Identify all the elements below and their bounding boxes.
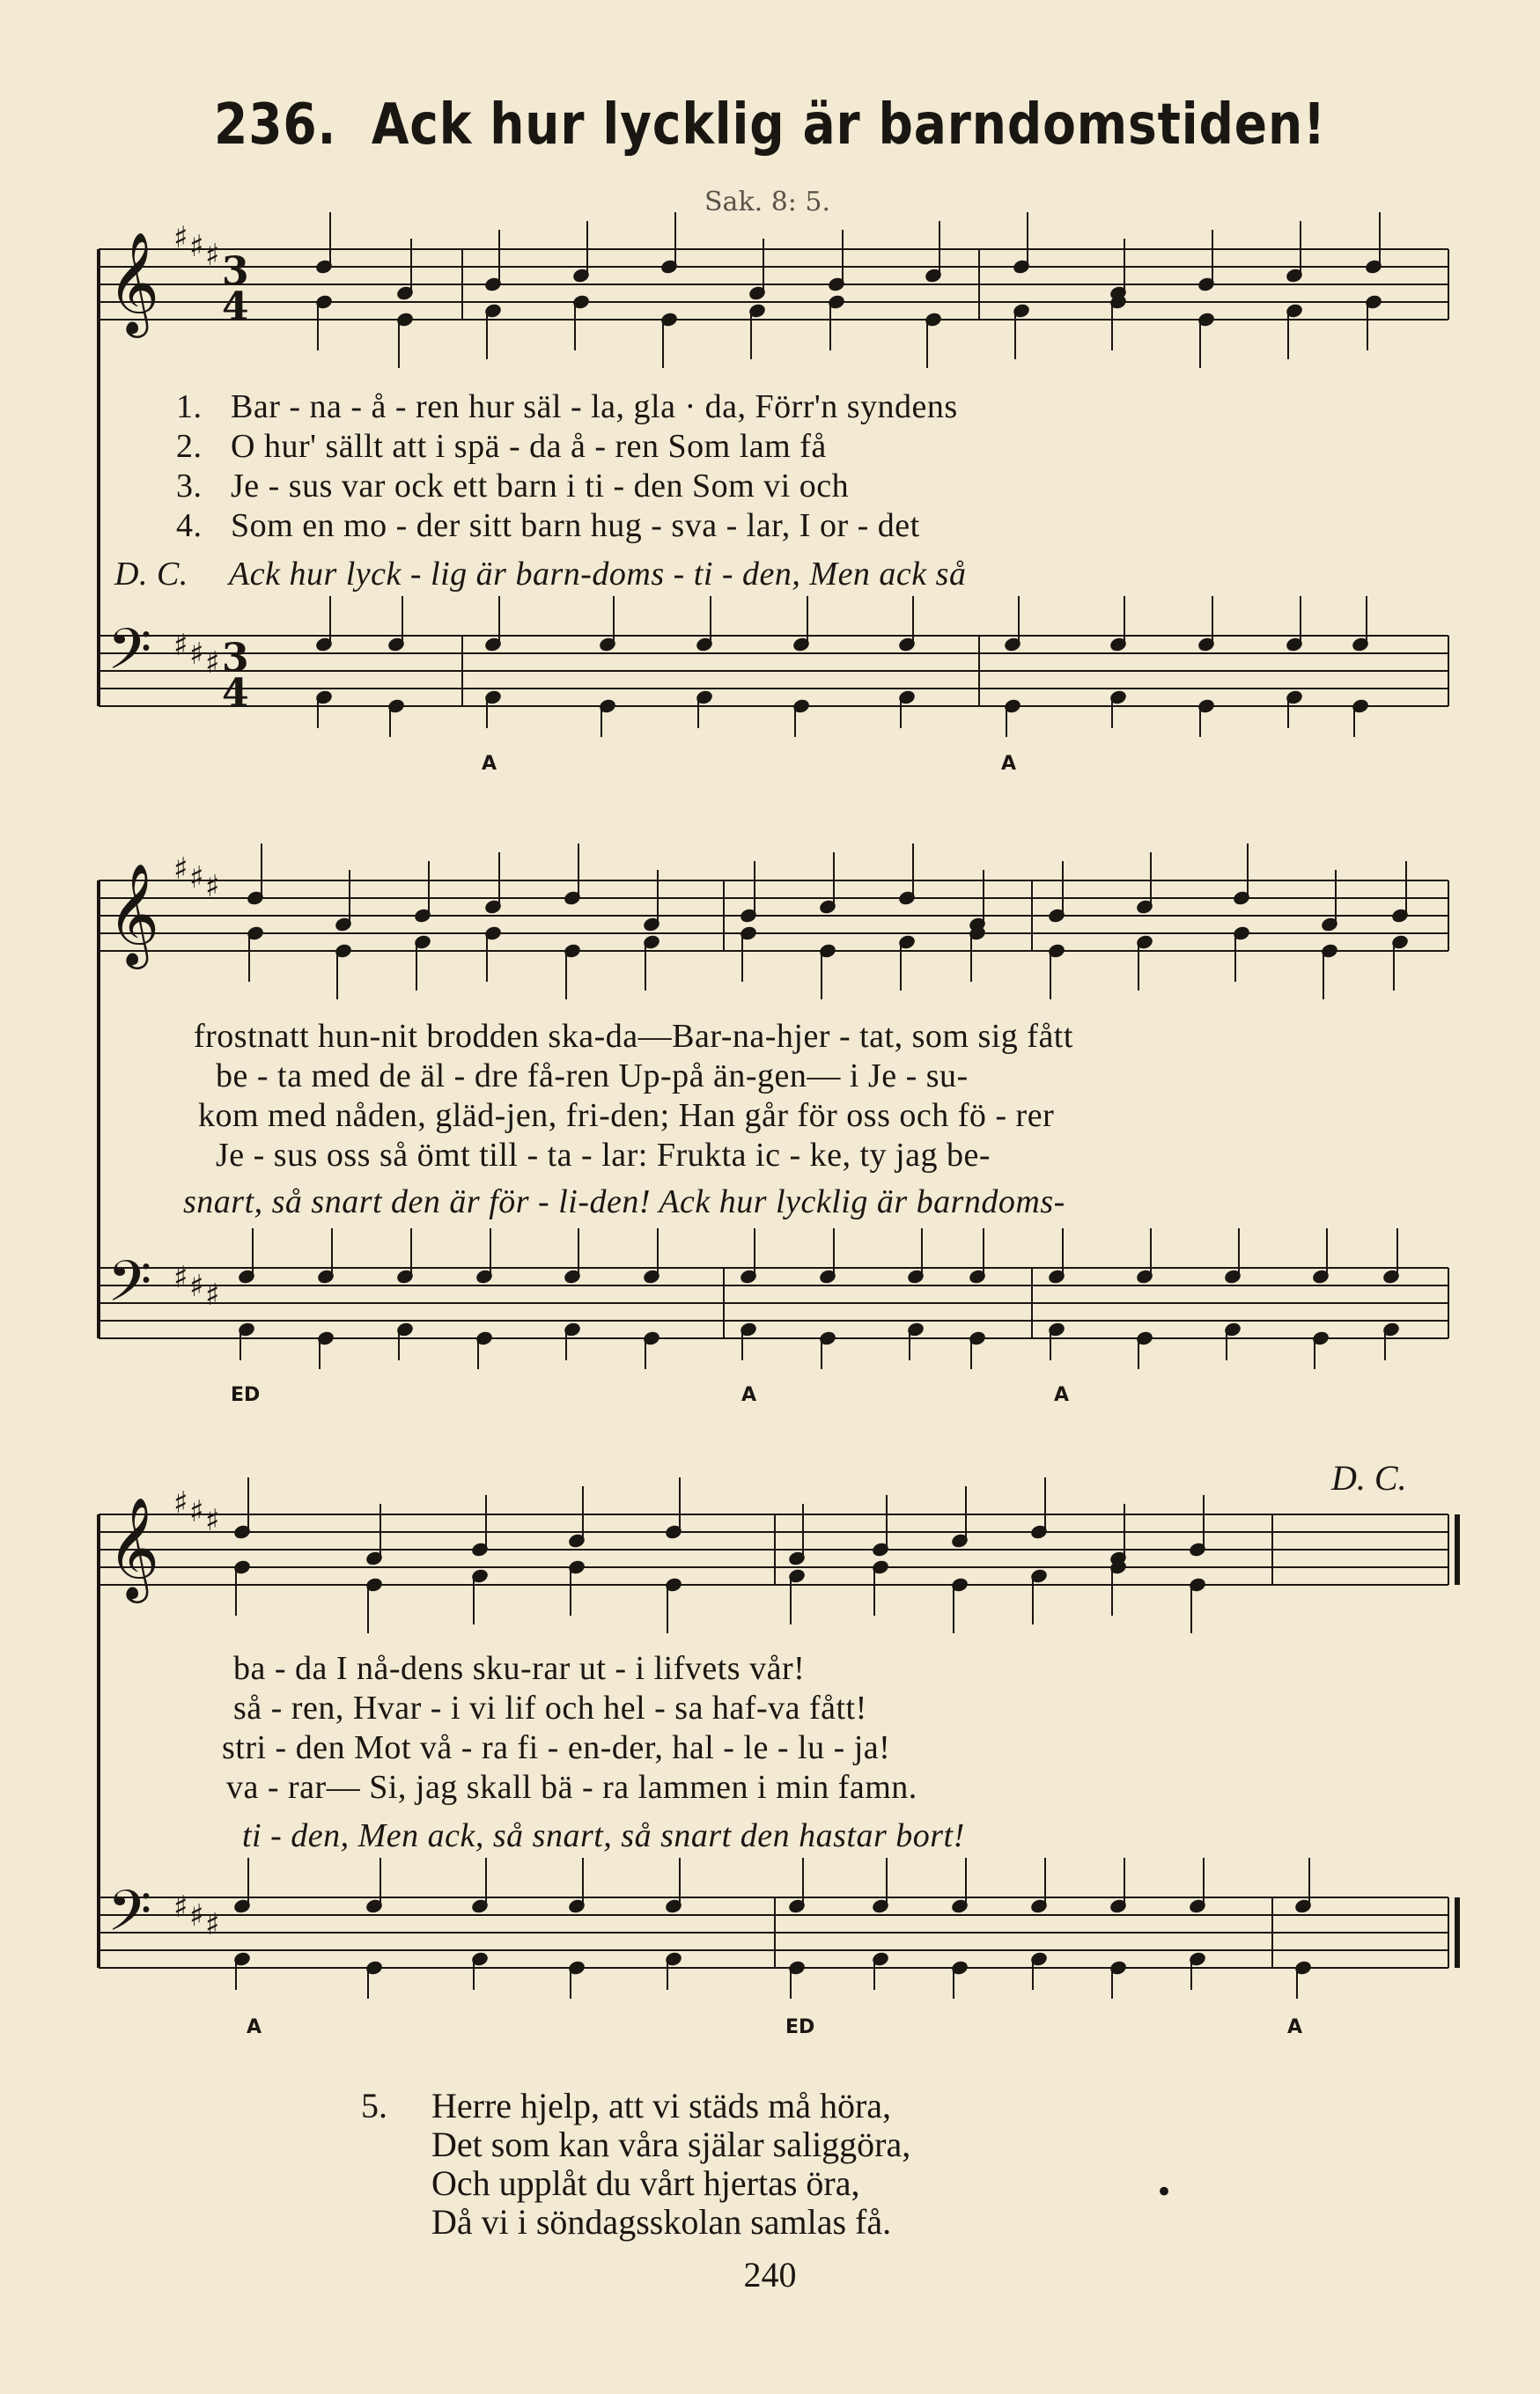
hymn-title: Ack hur lycklig är barndomstiden! xyxy=(371,92,1326,158)
ornament-dot: • xyxy=(1155,2175,1174,2210)
chord-marker: A xyxy=(1054,1384,1070,1406)
verse-text: ba - da I nå-dens sku-rar ut - i lifvets vår! xyxy=(233,1650,806,1687)
verse-5-line: Då vi i söndagsskolan samlas få. xyxy=(431,2202,892,2242)
refrain-text: snart, så snart den är för - li-den! Ack hur lycklig är barndoms- xyxy=(183,1183,1065,1220)
verse-number: 1. xyxy=(176,388,203,425)
verse-5 xyxy=(361,2087,910,2242)
lyric-line xyxy=(226,1768,917,1807)
verse-text: Som en mo - der sitt barn hug - sva - lar, I or - det xyxy=(231,507,920,544)
verse-5-line: Och upplåt du vårt hjertas öra, xyxy=(431,2163,860,2203)
bass-clef-icon: 𝄢 xyxy=(107,617,152,696)
verse-text: be - ta med de äl - dre få-ren Up-på än-gen— i Je - su- xyxy=(216,1057,969,1094)
sharp-icon: ♯ xyxy=(173,220,188,255)
chord-marker: ED xyxy=(231,1384,261,1406)
chord-marker: A xyxy=(1287,2016,1303,2038)
sharp-icon: ♯ xyxy=(205,1907,220,1942)
refrain-line xyxy=(242,1816,965,1855)
verse-5-line: Det som kan våra själar saliggöra, xyxy=(431,2125,911,2164)
sharp-icon: ♯ xyxy=(173,1889,188,1925)
verse-text: så - ren, Hvar - i vi lif och hel - sa haf-va fått! xyxy=(233,1690,867,1727)
treble-clef-icon: 𝄞 xyxy=(107,231,160,334)
verse-number: 4. xyxy=(176,507,203,544)
sharp-icon: ♯ xyxy=(189,229,204,264)
chord-marker: A xyxy=(482,753,497,775)
time-signature: 4 xyxy=(222,671,249,716)
sharp-icon: ♯ xyxy=(205,238,220,273)
lyric-line xyxy=(216,1057,969,1095)
sharp-icon: ♯ xyxy=(189,1269,204,1304)
chord-marker: A xyxy=(1001,753,1017,775)
lyric-line xyxy=(233,1649,805,1688)
sharp-icon: ♯ xyxy=(205,1503,220,1538)
verse-5-line: Herre hjelp, att vi städs må höra, xyxy=(431,2086,892,2125)
verse-text: Je - sus oss så ömt till - ta - lar: Frukta ic - ke, ty jag be- xyxy=(216,1137,991,1174)
treble-clef-icon: 𝄞 xyxy=(107,1496,160,1599)
sharp-icon: ♯ xyxy=(173,851,188,887)
dc-label: D. C. xyxy=(114,556,188,593)
sharp-icon: ♯ xyxy=(205,1278,220,1313)
sharp-icon: ♯ xyxy=(205,869,220,904)
page-number: 240 xyxy=(743,2255,797,2295)
verse-text: va - rar— Si, jag skall bä - ra lammen i min famn. xyxy=(226,1769,917,1806)
lyric-line xyxy=(176,427,827,466)
lyric-line xyxy=(194,1017,1073,1056)
verse-number: 5. xyxy=(361,2086,387,2125)
chord-marker: ED xyxy=(785,2016,815,2038)
time-signature: 4 xyxy=(222,284,249,329)
verse-text: Je - sus var ock ett barn i ti - den Som vi och xyxy=(231,468,850,505)
time-signature: 3 xyxy=(222,249,249,294)
verse-text: Bar - na - å - ren hur säl - la, gla · da, Förr'n syndens xyxy=(231,388,958,425)
sharp-icon: ♯ xyxy=(205,645,220,681)
scripture-reference: Sak. 8: 5. xyxy=(704,187,831,217)
sharp-icon: ♯ xyxy=(173,628,188,663)
sharp-icon: ♯ xyxy=(189,637,204,672)
verse-number: 2. xyxy=(176,428,203,465)
treble-clef-icon: 𝄞 xyxy=(107,862,160,965)
lyric-line xyxy=(222,1728,890,1767)
time-signature: 3 xyxy=(222,636,249,681)
chord-marker: A xyxy=(741,1384,757,1406)
lyric-line xyxy=(233,1689,867,1727)
chord-marker: A xyxy=(247,2016,262,2038)
sharp-icon: ♯ xyxy=(189,1898,204,1934)
verse-number: 3. xyxy=(176,468,203,505)
sharp-icon: ♯ xyxy=(189,860,204,895)
refrain-text: Ack hur lyck - lig är barn-doms - ti - den, Men ack så xyxy=(229,556,967,593)
lyric-line xyxy=(198,1096,1054,1135)
hymn-number: 236. xyxy=(214,92,337,158)
bass-clef-icon: 𝄢 xyxy=(107,1879,152,1958)
verse-text: O hur' sällt att i spä - da å - ren Som lam få xyxy=(231,428,827,465)
lyric-line xyxy=(176,506,920,545)
bass-clef-icon: 𝄢 xyxy=(107,1249,152,1329)
verse-text: kom med nåden, gläd-jen, fri-den; Han går för oss och fö - rer xyxy=(198,1097,1055,1134)
refrain-line xyxy=(114,555,966,593)
refrain-text: ti - den, Men ack, så snart, så snart den hastar bort! xyxy=(242,1817,965,1854)
dc-end-mark: D. C. xyxy=(1331,1458,1407,1498)
sharp-icon: ♯ xyxy=(173,1485,188,1521)
verse-text: frostnatt hun-nit brodden ska-da—Bar-na-hjer - tat, som sig fått xyxy=(194,1018,1073,1055)
lyric-line xyxy=(216,1136,991,1175)
sharp-icon: ♯ xyxy=(189,1494,204,1529)
sharp-icon: ♯ xyxy=(173,1260,188,1295)
refrain-line xyxy=(183,1182,1065,1221)
verse-text: stri - den Mot vå - ra fi - en-der, hal - le - lu - ja! xyxy=(222,1729,891,1766)
lyric-line xyxy=(176,467,849,505)
lyric-line xyxy=(176,387,958,426)
